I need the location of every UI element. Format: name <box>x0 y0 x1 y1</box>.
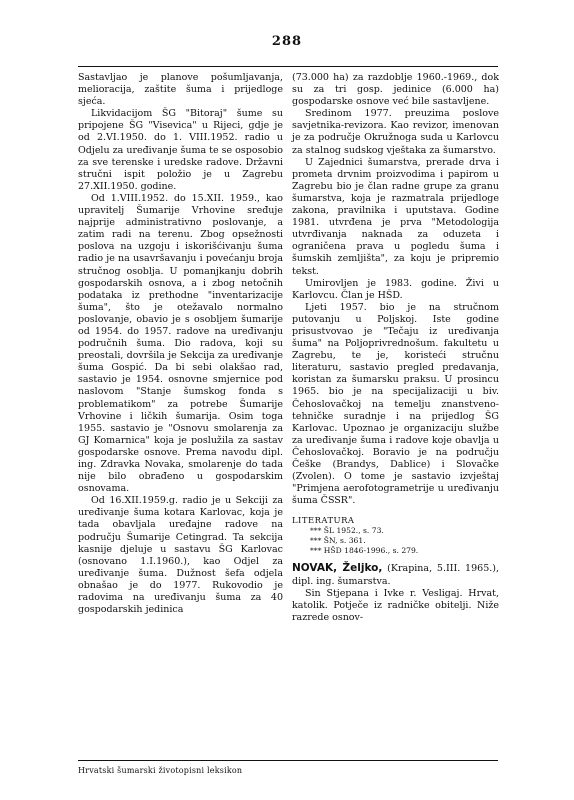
right-paragraph: Umirovljen je 1983. godine. Živi u Karlovcu. Član je HŠD. <box>292 277 499 301</box>
left-column <box>78 72 283 616</box>
literature-heading: LITERATURA <box>292 515 355 526</box>
left-paragraph: Od 16.XII.1959.g. radio je u Sekciji za uređivanje šuma kotara Karlovac, koja je tada obavljala uređajne radove na području Šumarije Cetingrad. Ta sekcija kasnije djeluje u sastavu ŠG Karlovac (osnovano 1.I.1960.), kao Odjel za uređivanje šuma. Dužnost šefa odjela obnašao je do 1977. Rukovodio je radovima na uređivanju šuma za 40 gospodarskih jedinica <box>78 495 283 616</box>
entry-header <box>292 562 499 587</box>
entry-details: (Krapina, 5.III. 1965.), dipl. ing. šumarstva. <box>292 563 499 587</box>
page-number: 288 <box>271 34 303 49</box>
literature-item: *** HŠD 1846-1996., s. 279. <box>310 546 419 556</box>
right-paragraph: Sredinom 1977. preuzima poslove savjetnika-revizora. Kao revizor, imenovan je za područje Okružnoga suda u Karlovcu za stalnog sudskog vještaka za šumarstvo. <box>292 108 499 156</box>
top-rule <box>78 66 498 67</box>
right-column <box>292 72 499 624</box>
entry-name: NOVAK, Željko, <box>292 562 383 575</box>
left-paragraph: Od 1.VIII.1952. do 15.XII. 1959., kao upravitelj Šumarije Vrhovine sređuje najprije administrativno poslovanje, a zatim radi na terenu. Zbog opsežnosti poslova na uzgoju i iskorišćivanju šuma radio je na usavršavanju i povećanju broja stručnog osoblja. U pomanjkanju dobrih gospodarskih osnova, a i zbog netočnih podataka iz prethodne "inventarizacije šuma", što je otežavalo normalno poslovanje, obavio je s osobljem šumarije od 1954. do 1957. radove na uređivanju područnih šuma. Dio radova, koji su preostali, dovršila je Sekcija za uređivanje šuma Gospić. Da bi sebi olakšao rad, sastavio je 1954. osnovne smjernice pod naslovom "Stanje šumskog fonda s problematikom" za potrebe Šumarije Vrhovine i ličkih šumarija. Osim toga 1955. sastavio je "Osnovu smolarenja za GJ Komarnica" koja je poslužila za sastav gospodarske osnove. Prema navodu dipl. ing. Zdravka Novaka, smolarenje do tada nije bilo obrađeno u gospodarskim osnovama. <box>78 192 283 495</box>
footer-text: Hrvatski šumarski životopisni leksikon <box>78 766 243 775</box>
left-paragraph: Likvidacijom ŠG "Bitoraj" šume su pripojene ŠG "Visevica" u Rijeci, gdje je od 2.VI.1950. do 1. VIII.1952. radio u Odjelu za uređivanje šuma te se osposobio za sve terenske i uredske radove. Državni stručni ispit položio je u Zagrebu 27.XII.1950. godine. <box>78 108 283 192</box>
left-paragraph: Sastavljao je planove pošumljavanja, melioracija, zaštite šuma i prijedloge sjeća. <box>78 72 283 108</box>
literature-item: *** ŠN, s. 361. <box>310 536 366 546</box>
right-paragraph: Ljeti 1957. bio je na stručnom putovanju u Poljskoj. Iste godine prisustvovao je "Tečaju iz uređivanja šuma" na Poljoprivrednošum. fakultetu u Zagrebu, te je, koristeći stručnu literaturu, sastavio pregled predavanja, koristan za šumarsku praksu. U prosincu 1965. bio je na specijalizaciji u biv. Čehoslovačkoj na temelju znanstveno-tehničke suradnje i na prijedlog ŠG Karlovac. Upoznao je organizaciju službe za uređivanje šuma i radove koje obavlja u Čehoslovačkoj. Boravio je na području Češke (Brandys, Dablice) i Slovačke (Zvolen). O tome je sastavio izvještaj "Primjena aerofotogrametrije u uređivanju šuma ČSSR". <box>292 301 499 507</box>
bottom-rule <box>78 760 498 761</box>
entry-text: Sin Stjepana i Ivke r. Vesligaj. Hrvat, katolik. Potječe iz radničke obitelji. Niže razrede osnov- <box>292 587 499 623</box>
literature-item: *** ŠL 1952., s. 73. <box>310 526 384 536</box>
right-paragraph: U Zajednici šumarstva, prerade drva i prometa drvnim proizvodima i papirom u Zagrebu bio je član radne grupe za granu šumarstva, koja je razmatrala prijedloge zakona, pravilnika i uputstava. Godine 1981. utvrđena je prva "Metodologija utvrđivanja naknada za oduzeta i ograničena prava u pogledu šuma i šumskih zemljišta", za koju je pripremio tekst. <box>292 156 499 277</box>
right-paragraph: (73.000 ha) za razdoblje 1960.-1969., dok su za tri gosp. jedinice (6.000 ha) gospodarske osnove već bile sastavljene. <box>292 72 499 108</box>
